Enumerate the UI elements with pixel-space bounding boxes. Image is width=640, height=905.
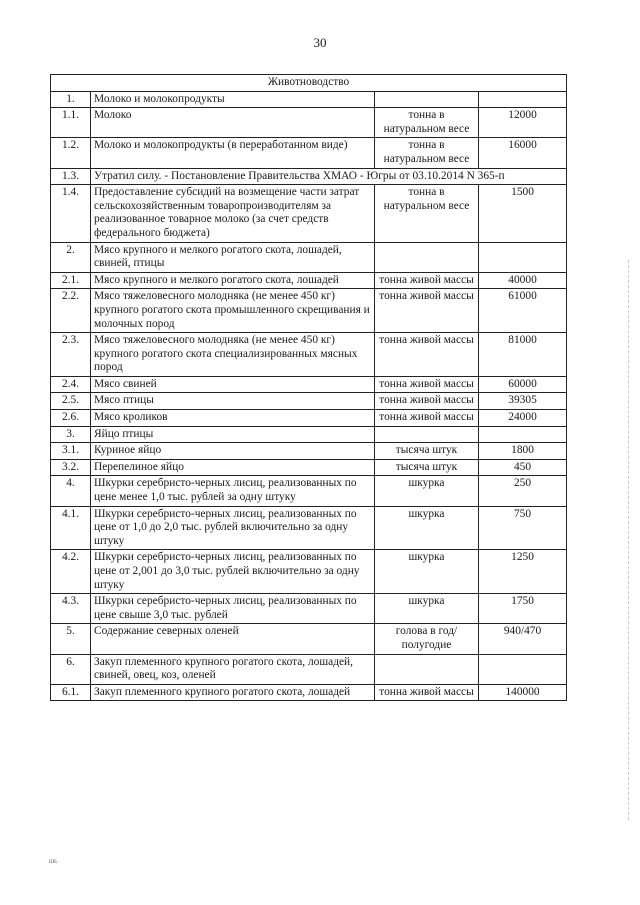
row-value: 140000 (479, 684, 567, 701)
table-body (51, 75, 567, 701)
row-name: Молоко и молокопродукты (в переработанном виде) (91, 138, 375, 168)
row-value: 750 (479, 506, 567, 550)
row-name: Мясо крупного и мелкого рогатого скота, лошадей, свиней, птицы (91, 242, 375, 272)
edge-mark: ШБ (49, 860, 57, 865)
row-name: Мясо кроликов (91, 410, 375, 427)
row-unit: тонна в натуральном весе (375, 138, 479, 168)
table-row (51, 242, 567, 272)
row-unit: шкурка (375, 506, 479, 550)
row-name: Куриное яйцо (91, 443, 375, 460)
table-row (51, 684, 567, 701)
row-value: 1500 (479, 185, 567, 242)
row-number: 4.3. (51, 594, 91, 624)
row-value: 61000 (479, 289, 567, 333)
row-name: Мясо крупного и мелкого рогатого скота, лошадей (91, 272, 375, 289)
row-value: 16000 (479, 138, 567, 168)
row-name: Шкурки серебристо-черных лисиц, реализованных по цене от 1,0 до 2,0 тыс. рублей включительно за одну штуку (91, 506, 375, 550)
row-unit (375, 91, 479, 108)
scan-edge-line (628, 260, 630, 820)
table-row (51, 459, 567, 476)
row-unit (375, 654, 479, 684)
table-row (51, 185, 567, 242)
row-value: 12000 (479, 108, 567, 138)
row-number: 2.2. (51, 289, 91, 333)
row-name: Шкурки серебристо-черных лисиц, реализованных по цене от 2,001 до 3,0 тыс. рублей включительно за одну штуку (91, 550, 375, 594)
row-number: 6. (51, 654, 91, 684)
row-value: 24000 (479, 410, 567, 427)
row-unit: голова в год/ полугодие (375, 624, 479, 654)
table-row (51, 376, 567, 393)
livestock-table (50, 74, 567, 701)
row-number: 6.1. (51, 684, 91, 701)
row-unit (375, 426, 479, 443)
row-unit: тысяча штук (375, 443, 479, 460)
row-name: Закуп племенного крупного рогатого скота, лошадей (91, 684, 375, 701)
row-number: 4.1. (51, 506, 91, 550)
row-value: 1750 (479, 594, 567, 624)
row-name: Молоко и молокопродукты (91, 91, 375, 108)
row-name: Яйцо птицы (91, 426, 375, 443)
row-number: 2.1. (51, 272, 91, 289)
section-header-row (51, 75, 567, 92)
row-value: 1800 (479, 443, 567, 460)
table-row (51, 654, 567, 684)
table-row (51, 138, 567, 168)
row-value (479, 91, 567, 108)
row-unit: тонна живой массы (375, 393, 479, 410)
table-row (51, 410, 567, 427)
row-unit: тонна живой массы (375, 272, 479, 289)
row-value (479, 654, 567, 684)
row-unit: тонна живой массы (375, 410, 479, 427)
table-row (51, 393, 567, 410)
table-row (51, 624, 567, 654)
row-value (479, 242, 567, 272)
row-number: 3. (51, 426, 91, 443)
row-number: 2.4. (51, 376, 91, 393)
row-value: 250 (479, 476, 567, 506)
row-value: 39305 (479, 393, 567, 410)
row-value: 1250 (479, 550, 567, 594)
table-row (51, 272, 567, 289)
table-row (51, 476, 567, 506)
row-number: 5. (51, 624, 91, 654)
row-number: 4. (51, 476, 91, 506)
row-number: 1. (51, 91, 91, 108)
row-name: Молоко (91, 108, 375, 138)
page-number: 30 (313, 35, 327, 50)
table-row (51, 594, 567, 624)
row-number: 4.2. (51, 550, 91, 594)
row-unit: тонна в натуральном весе (375, 108, 479, 138)
row-name: Мясо тяжеловесного молодняка (не менее 450 кг) крупного рогатого скота промышленного скрещивания и молочных пород (91, 289, 375, 333)
row-unit: тонна живой массы (375, 333, 479, 377)
table-row (51, 443, 567, 460)
row-unit: шкурка (375, 594, 479, 624)
section-title: Животноводство (51, 75, 567, 92)
row-value: 81000 (479, 333, 567, 377)
row-number: 1.3. (51, 168, 91, 185)
row-name: Предоставление субсидий на возмещение части затрат сельскохозяйственным товаропроизводителям за реализованное товарное молоко (за счет средств федерального бюджета) (91, 185, 375, 242)
table-row (51, 91, 567, 108)
row-name: Шкурки серебристо-черных лисиц, реализованных по цене менее 1,0 тыс. рублей за одну штуку (91, 476, 375, 506)
row-value: 940/470 (479, 624, 567, 654)
row-value: 450 (479, 459, 567, 476)
row-number: 1.1. (51, 108, 91, 138)
row-name: Шкурки серебристо-черных лисиц, реализованных по цене свыше 3,0 тыс. рублей (91, 594, 375, 624)
table-row (51, 289, 567, 333)
row-unit: тонна в натуральном весе (375, 185, 479, 242)
row-name: Мясо свиней (91, 376, 375, 393)
row-name: Мясо тяжеловесного молодняка (не менее 450 кг) крупного рогатого скота специализированных мясных пород (91, 333, 375, 377)
row-number: 3.1. (51, 443, 91, 460)
row-unit: шкурка (375, 476, 479, 506)
row-unit: тонна живой массы (375, 376, 479, 393)
table-row (51, 506, 567, 550)
row-name: Содержание северных оленей (91, 624, 375, 654)
row-number: 3.2. (51, 459, 91, 476)
row-name: Мясо птицы (91, 393, 375, 410)
row-name: Утратил силу. - Постановление Правительства ХМАО - Югры от 03.10.2014 N 365-п (91, 168, 567, 185)
row-unit: шкурка (375, 550, 479, 594)
table-row (51, 108, 567, 138)
row-unit (375, 242, 479, 272)
table-row (51, 426, 567, 443)
row-name: Закуп племенного крупного рогатого скота, лошадей, свиней, овец, коз, оленей (91, 654, 375, 684)
row-number: 2.6. (51, 410, 91, 427)
row-unit: тонна живой массы (375, 684, 479, 701)
row-number: 2.3. (51, 333, 91, 377)
table-row (51, 168, 567, 185)
row-number: 2.5. (51, 393, 91, 410)
row-number: 1.4. (51, 185, 91, 242)
row-number: 1.2. (51, 138, 91, 168)
row-unit: тонна живой массы (375, 289, 479, 333)
row-number: 2. (51, 242, 91, 272)
table-row (51, 333, 567, 377)
row-unit: тысяча штук (375, 459, 479, 476)
row-value (479, 426, 567, 443)
row-name: Перепелиное яйцо (91, 459, 375, 476)
table-row (51, 550, 567, 594)
row-value: 40000 (479, 272, 567, 289)
row-value: 60000 (479, 376, 567, 393)
